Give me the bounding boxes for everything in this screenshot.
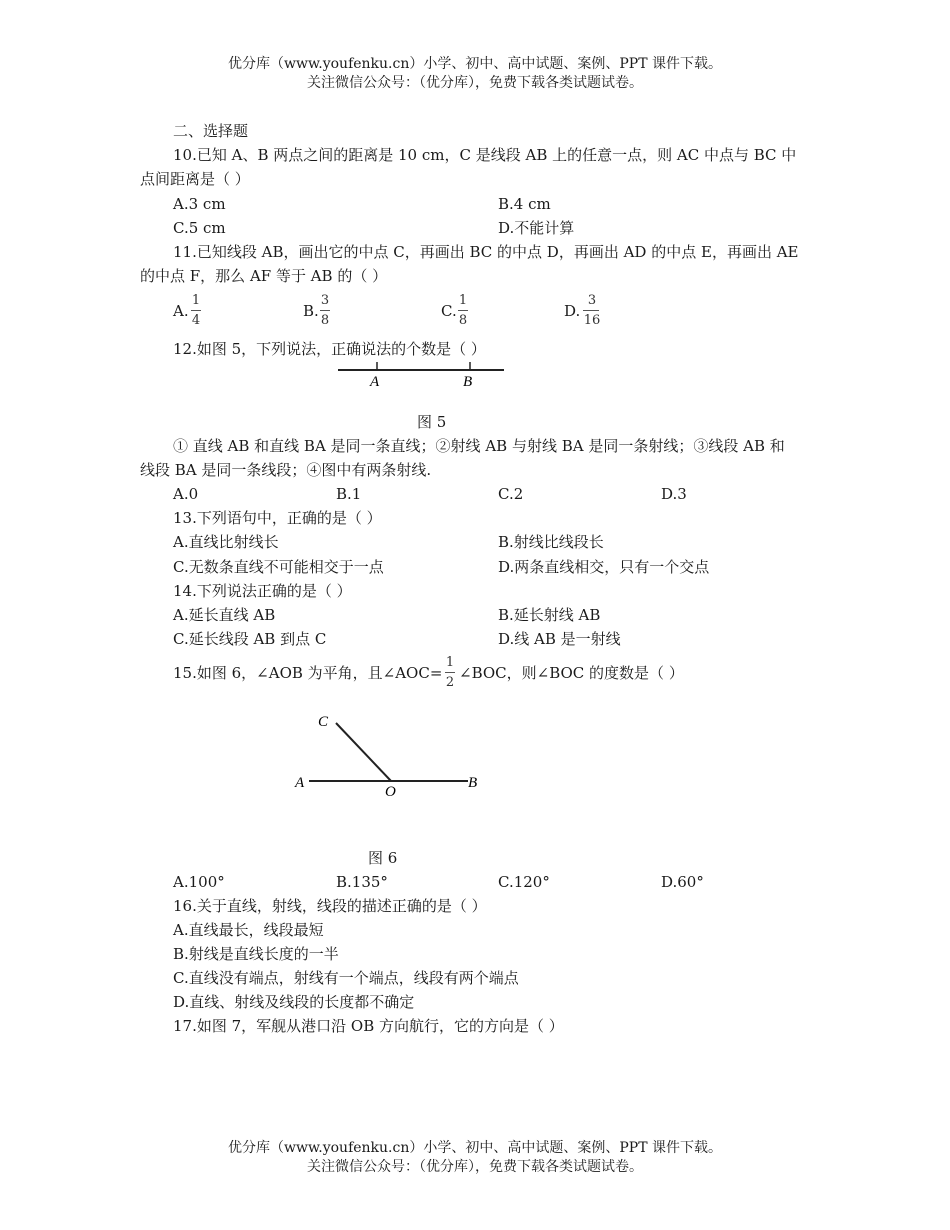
q12-option-c: C.2	[498, 485, 524, 503]
fig6-label-b: B	[468, 775, 478, 791]
q10-option-a: A.3 cm	[173, 195, 226, 213]
q11-text-line-1: 11.已知线段 AB，画出它的中点 C，再画出 BC 的中点 D，再画出 AD 的中点 E，再画出 AE	[173, 243, 799, 261]
fig6-ray-oc	[336, 723, 391, 781]
q11-a-fraction-bar	[191, 310, 201, 311]
q15-text-part-1: 15.如图 6，∠AOB 为平角，且∠AOC=	[173, 664, 443, 682]
q10-text-line-2: 点间距离是（ ）	[140, 170, 250, 188]
figure-5	[330, 358, 515, 392]
q11-option-d: D.	[564, 302, 581, 320]
q10-option-b: B.4 cm	[498, 195, 551, 213]
q11-d-fraction-bar	[583, 310, 599, 311]
q11-c-numerator: 1	[458, 293, 468, 308]
q11-option-b: B.	[303, 302, 319, 320]
q11-c-denominator: 8	[458, 313, 468, 328]
q14-option-c: C.延长线段 AB 到点 C	[173, 630, 327, 648]
footer-line-2: 关注微信公众号：（优分库），免费下载各类试题试卷。	[307, 1159, 643, 1175]
q10-text-line-1: 10.已知 A、B 两点之间的距离是 10 cm，C 是线段 AB 上的任意一点，则 AC 中点与 BC 中	[173, 146, 797, 164]
q16-option-d: D.直线、射线及线段的长度都不确定	[173, 993, 415, 1011]
q15-text-part-2: ∠BOC，则∠BOC 的度数是（ ）	[459, 664, 684, 682]
q12-option-d: D.3	[661, 485, 687, 503]
section-title: 二、选择题	[173, 122, 249, 140]
q14-option-b: B.延长射线 AB	[498, 606, 601, 624]
q11-a-numerator: 1	[191, 293, 201, 308]
q12-option-b: B.1	[336, 485, 362, 503]
q15-option-b: B.135°	[336, 873, 388, 891]
q12-statement-line-2: 线段 BA 是同一条线段；④图中有两条射线.	[140, 461, 432, 479]
q11-option-a: A.	[173, 302, 189, 320]
q15-option-a: A.100°	[173, 873, 225, 891]
q11-b-numerator: 3	[320, 293, 330, 308]
q10-option-d: D.不能计算	[498, 219, 575, 237]
q14-option-d: D.线 AB 是一射线	[498, 630, 621, 648]
fig6-label-o: O	[385, 784, 396, 800]
q10-option-c: C.5 cm	[173, 219, 226, 237]
q13-option-a: A.直线比射线长	[173, 533, 279, 551]
fig6-label-a: A	[295, 775, 305, 791]
q11-c-fraction-bar	[458, 310, 468, 311]
q14-option-a: A.延长直线 AB	[173, 606, 276, 624]
q15-option-c: C.120°	[498, 873, 550, 891]
q13-option-d: D.两条直线相交，只有一个交点	[498, 558, 710, 576]
q12-text: 12.如图 5，下列说法，正确说法的个数是（ ）	[173, 340, 486, 358]
q16-option-c: C.直线没有端点，射线有一个端点，线段有两个端点	[173, 969, 519, 987]
q13-text: 13.下列语句中，正确的是（ ）	[173, 509, 382, 527]
q11-b-denominator: 8	[320, 313, 330, 328]
q11-a-denominator: 4	[191, 313, 201, 328]
q11-text-line-2: 的中点 F，那么 AF 等于 AB 的（ ）	[140, 267, 388, 285]
q11-d-denominator: 16	[583, 313, 601, 328]
footer-line-1: 优分库（www.youfenku.cn）小学、初中、高中试题、案例、PPT 课件下载。	[227, 1140, 722, 1156]
fig5-label-b: B	[463, 374, 473, 390]
q15-fraction-denominator: 2	[445, 675, 455, 690]
q15-fraction-bar	[445, 672, 455, 673]
fig5-label-a: A	[370, 374, 380, 390]
q13-option-b: B.射线比线段长	[498, 533, 604, 551]
q17-text: 17.如图 7，军舰从港口沿 OB 方向航行，它的方向是（ ）	[173, 1017, 564, 1035]
figure-5-caption: 图 5	[417, 413, 447, 431]
header-line-1: 优分库（www.youfenku.cn）小学、初中、高中试题、案例、PPT 课件下载。	[227, 56, 722, 72]
header-line-2: 关注微信公众号：（优分库），免费下载各类试题试卷。	[307, 75, 643, 91]
figure-6	[290, 706, 490, 802]
q11-d-numerator: 3	[587, 293, 597, 308]
q12-option-a: A.0	[173, 485, 199, 503]
q13-option-c: C.无数条直线不可能相交于一点	[173, 558, 384, 576]
q16-option-a: A.直线最长，线段最短	[173, 921, 324, 939]
q11-option-c: C.	[441, 302, 457, 320]
q16-option-b: B.射线是直线长度的一半	[173, 945, 339, 963]
q15-fraction-numerator: 1	[445, 655, 455, 670]
q11-b-fraction-bar	[320, 310, 330, 311]
q14-text: 14.下列说法正确的是（ ）	[173, 582, 352, 600]
q16-text: 16.关于直线，射线，线段的描述正确的是（ ）	[173, 897, 487, 915]
q15-option-d: D.60°	[661, 873, 704, 891]
fig6-label-c: C	[318, 714, 329, 730]
figure-6-caption: 图 6	[368, 849, 398, 867]
q12-statement-line-1: ① 直线 AB 和直线 BA 是同一条直线；②射线 AB 与射线 BA 是同一条射线；③线段 AB 和	[173, 437, 785, 455]
